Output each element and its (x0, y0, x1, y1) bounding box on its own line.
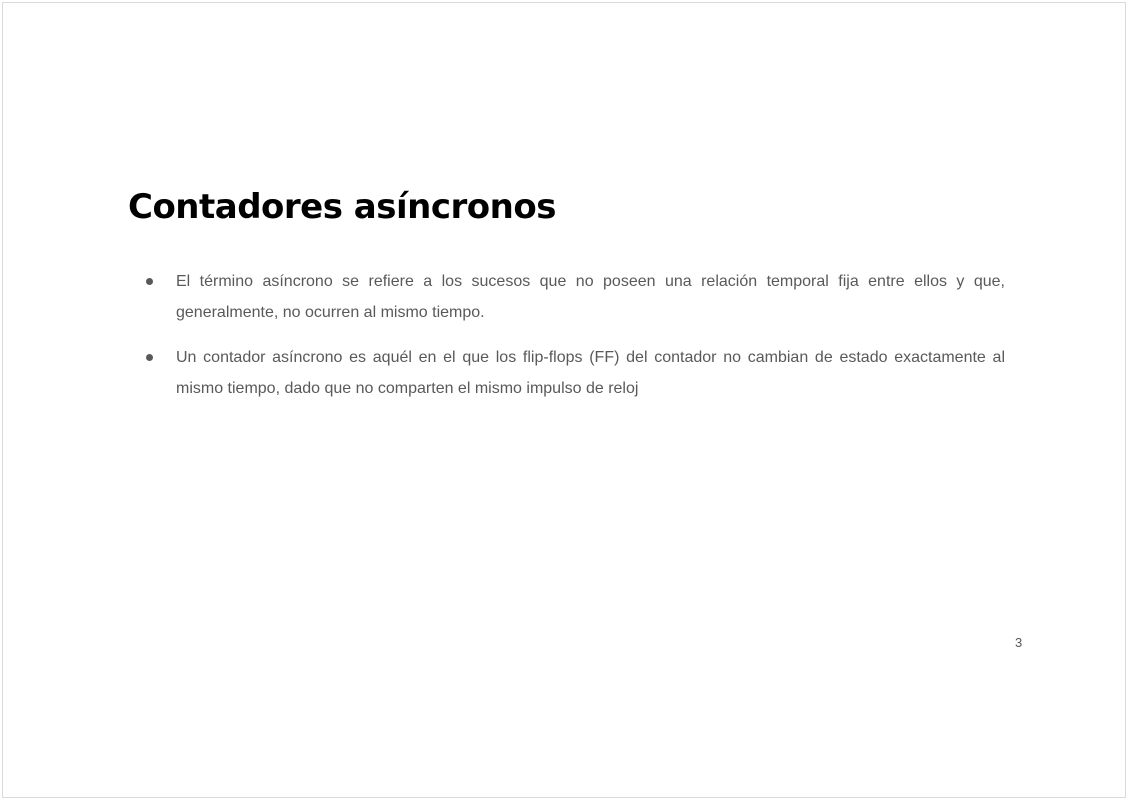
bullet-item (143, 342, 1005, 404)
bullet-item (143, 266, 1005, 328)
bullet-dot-icon (146, 278, 153, 285)
page-number: 3 (1015, 635, 1023, 650)
bullet-text: Un contador asíncrono es aquél en el que los flip-flops (FF) del contador no cambian de estado exactamente al mismo tiempo, dado que no comparten el mismo impulso de reloj (176, 349, 1005, 397)
bullet-dot-icon (146, 354, 153, 361)
slide-title: Contadores asíncronos (128, 187, 556, 227)
slide-page (2, 2, 1126, 798)
bullet-text: El término asíncrono se refiere a los sucesos que no poseen una relación temporal fija entre ellos y que, generalmente, no ocurren al mismo tiempo. (176, 273, 1005, 321)
bullet-list (143, 266, 1005, 418)
